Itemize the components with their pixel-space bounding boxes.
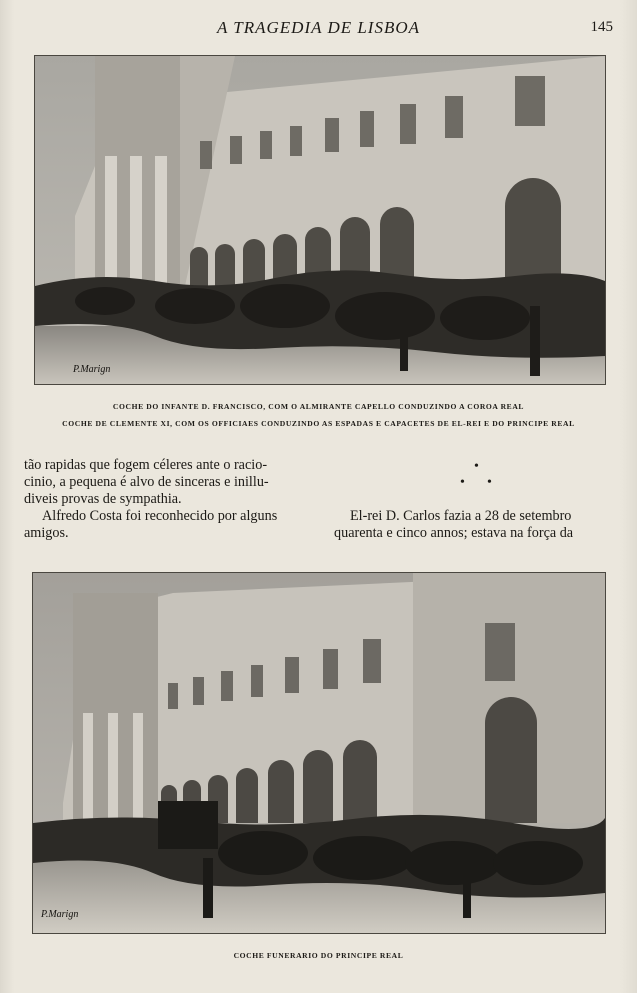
- page-number: 145: [590, 19, 613, 35]
- photo-funeral-coach: [32, 572, 606, 934]
- text-line: Alfredo Costa foi reconhecido por alguns: [42, 508, 278, 524]
- text-line: cinio, a pequena é alvo de sinceras e inillu-: [24, 474, 269, 490]
- text-line: amigos.: [24, 525, 69, 541]
- caption-top-line2: COCHE DE CLEMENTE XI, COM OS OFFICIAES CONDUZINDO AS ESPADAS E CAPACETES DE EL-REI E DO PRINCIPE REAL: [62, 419, 575, 428]
- caption-bottom: COCHE FUNERARIO DO PRINCIPE REAL: [233, 951, 404, 960]
- text-line: quarenta e cinco annos; estava na força da: [334, 525, 574, 541]
- text-line: diveis provas de sympathia.: [24, 491, 182, 507]
- text-line: El-rei D. Carlos fazia a 28 de setembro: [350, 508, 572, 524]
- photographer-signature: P.Marign: [73, 364, 111, 375]
- section-separator: [460, 460, 500, 490]
- running-title: A TRAGEDIA DE LISBOA: [216, 18, 421, 37]
- caption-top-line1: COCHE DO INFANTE D. FRANCISCO, COM O ALMIRANTE CAPELLO CONDUZINDO A COROA REAL: [112, 402, 525, 411]
- photo-procession-top: [34, 55, 606, 385]
- photographer-signature: P.Marign: [41, 909, 79, 920]
- separator-dot: •: [460, 475, 465, 490]
- text-line: tão rapidas que fogem céleres ante o racio-: [24, 457, 268, 473]
- text-column-right: [334, 508, 616, 542]
- text-column-left: [24, 457, 314, 542]
- separator-dot: •: [487, 475, 492, 490]
- separator-dot: •: [474, 459, 479, 474]
